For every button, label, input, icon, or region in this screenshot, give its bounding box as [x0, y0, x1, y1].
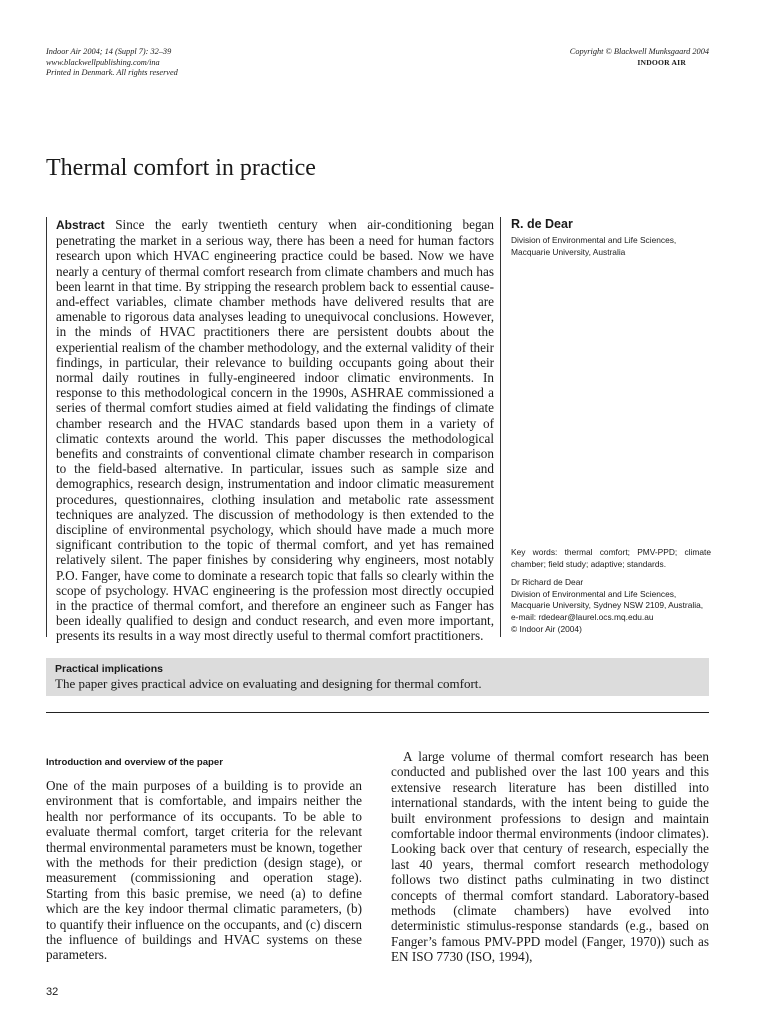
citation: Indoor Air 2004; 14 (Suppl 7): 32–39 — [46, 47, 172, 56]
abstract-text: Since the early twentieth century when air-conditioning began penetrating the market in a serious way, there has been a need for human factors research upon which HVAC engineering practice could be based. Now we have nearly a century of thermal comfort research from climate chambers and much has been learnt in that time. By stripping the research problem back to essential cause-and-effect variables, climate chamber methods have delivered results that are amenable to rigorous data analyses leading to unequivocal conclusions. However, in the minds of HVAC practitioners there are persistent doubts about the experiential realism of the chamber methodology, and the external validity of their findings, in particular, their relevance to building occupants going about their normal daily routines in fully-engineered indoor climatic environments. In response to this methodological concern in the 1990s, ASHRAE commissioned a series of thermal comfort studies aimed at field validating the findings of climate chamber research and the HVAC standards based upon them in a variety of climatic contexts around the world. This paper discusses the methodological benefits and constraints of conventional climate chamber research in comparison to the field-based alternative. In particular, issues such as sample size and demographics, research design, instrumentation and indoor climatic measurement procedures, questionnaires, clothing insulation and metabolic rate assessment techniques are analyzed. The discussion of methodology is then extended to the discipline of environmental psychology, which should have made a much more significant contribution to the topic of thermal comfort, and yet has remained relatively silent. The paper finishes by considering why engineers, most notably P.O. Fanger, have come to dominate a research topic that falls so clearly within the scope of psychology. HVAC engineering is the profession most directly occupied in the practice of thermal comfort, and therefore an engineer such as Fanger has been ideally qualified to design and conduct research, and even more important, presents its results in a way most directly useful to thermal comfort practitioners. — [56, 217, 495, 644]
journal-url: www.blackwellpublishing.com/ina — [46, 57, 160, 67]
copyright-block — [570, 47, 709, 68]
correspondence-email: e-mail: rdedear@laurel.ocs.mq.edu.au — [511, 611, 654, 622]
journal-name: INDOOR AIR — [637, 57, 686, 67]
abstract-box — [46, 217, 495, 644]
correspondence-address: Division of Environmental and Life Sciences, Macquarie University, Sydney NSW 2109, Australia, — [511, 588, 704, 611]
section-divider — [46, 712, 709, 713]
printed-note: Printed in Denmark. All rights reserved — [46, 68, 178, 77]
paper-title: Thermal comfort in practice — [46, 155, 316, 181]
practical-implications-text: The paper gives practical advice on evaluating and designing for thermal comfort. — [55, 676, 482, 691]
author-sidebar — [500, 217, 710, 637]
correspondence-name: Dr Richard de Dear — [511, 577, 584, 588]
keywords: Key words: thermal comfort; PMV-PPD; climate chamber; field study; adaptive; standards. — [511, 547, 711, 569]
abstract — [56, 217, 494, 644]
body-column-right — [391, 749, 709, 965]
journal-citation-block — [46, 47, 178, 79]
author-name: R. de Dear — [511, 217, 573, 231]
section-heading: Introduction and overview of the paper — [46, 757, 223, 768]
practical-implications-heading: Practical implications — [55, 663, 163, 675]
body-paragraph: One of the main purposes of a building is to provide an environment that is comfortable, and impairs neither the health nor performance of its occupants. To be able to evaluate thermal comfort, target criteria for the relevant thermal environmental parameters must be known, together with the methods for their prediction (design stage), or measurement (commissioning and operation stage). Starting from this basic premise, we need (a) to define which are the key indoor thermal climatic parameters, (b) to quantify their influence on the occupants, and (c) discern the influence of buildings and HVAC systems on these parameters. — [46, 778, 362, 963]
practical-implications-box — [46, 658, 709, 696]
abstract-label: Abstract — [56, 218, 105, 232]
sidebar-copyright: © Indoor Air (2004) — [511, 623, 582, 634]
sidebar-footer — [511, 547, 711, 635]
page-number: 32 — [46, 986, 59, 998]
body-column-left — [46, 757, 362, 963]
copyright: Copyright © Blackwell Munksgaard 2004 — [569, 47, 709, 56]
author-affiliation: Division of Environmental and Life Sciences, Macquarie University, Australia — [511, 235, 677, 257]
body-paragraph: A large volume of thermal comfort research has been conducted and published over the last 100 years and this extensive research literature has been distilled into international standards, with the intent being to guide the built environment professions to design and maintain comfortable indoor thermal environments (indoor climates). Looking back over that century of research, especially the last 40 years, thermal comfort research methodology follows two distinct paths culminating in two distinct concepts of thermal comfort standard. Laboratory-based methods (climate chambers) have evolved into deterministic stimulus-response standards (e.g., based on Fanger’s famous PMV-PPD model (Fanger, 1970)) such as EN ISO 7730 (ISO, 1994), — [391, 749, 709, 965]
